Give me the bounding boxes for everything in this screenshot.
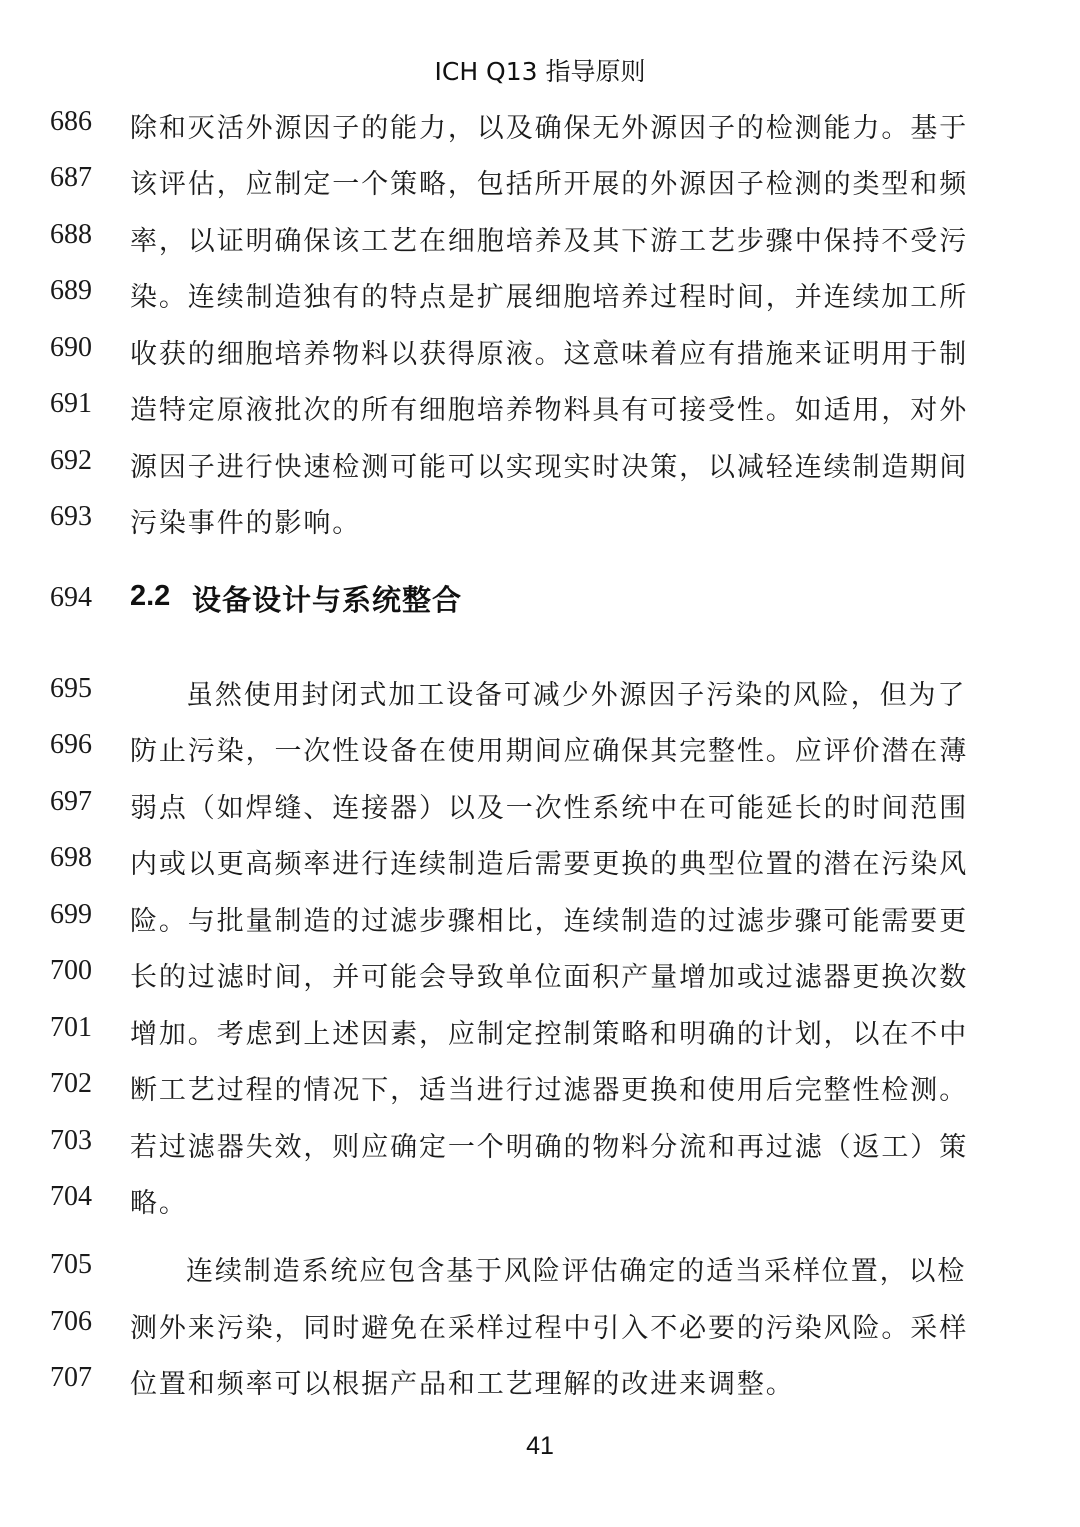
line-number: 697: [50, 786, 92, 817]
line-text: 连续制造系统应包含基于风险评估确定的适当采样位置，以检: [186, 1256, 967, 1287]
text-line: [0, 899, 1080, 939]
text-line: [0, 162, 1080, 202]
line-text: 若过滤器失效，则应确定一个明确的物料分流和再过滤（返工）策: [130, 1132, 969, 1163]
line-number: 695: [50, 673, 92, 704]
text-line: [0, 445, 1080, 485]
line-number: 704: [50, 1181, 92, 1212]
line-number: 703: [50, 1125, 92, 1156]
text-line: [0, 1306, 1080, 1346]
text-line: [0, 673, 1080, 713]
text-line: [0, 1068, 1080, 1108]
section-number: 2.2: [130, 580, 171, 612]
text-line: [0, 1012, 1080, 1052]
text-line: [0, 955, 1080, 995]
line-number: 694: [50, 582, 92, 613]
line-text: 测外来污染，同时避免在采样过程中引入不必要的污染风险。采样: [130, 1313, 969, 1344]
line-number: 706: [50, 1306, 92, 1337]
page-number: 41: [526, 1432, 554, 1460]
line-text: 内或以更高频率进行连续制造后需要更换的典型位置的潜在污染风: [130, 849, 969, 880]
line-number: 688: [50, 219, 92, 250]
line-text: 弱点（如焊缝、连接器）以及一次性系统中在可能延长的时间范围: [130, 793, 969, 824]
line-text: 险。与批量制造的过滤步骤相比，连续制造的过滤步骤可能需要更: [130, 906, 969, 937]
line-number: 699: [50, 899, 92, 930]
line-number: 705: [50, 1249, 92, 1280]
line-text: 源因子进行快速检测可能可以实现实时决策，以减轻连续制造期间: [130, 452, 969, 483]
line-text: 位置和频率可以根据产品和工艺理解的改进来调整。: [130, 1369, 795, 1400]
line-text: 长的过滤时间，并可能会导致单位面积产量增加或过滤器更换次数: [130, 962, 969, 993]
text-line: [0, 106, 1080, 146]
line-text: 防止污染，一次性设备在使用期间应确保其完整性。应评价潜在薄: [130, 736, 969, 767]
line-text: 略。: [130, 1188, 188, 1219]
line-number: 687: [50, 162, 92, 193]
text-line: [0, 388, 1080, 428]
line-number: 696: [50, 729, 92, 760]
line-text: 率，以证明确保该工艺在细胞培养及其下游工艺步骤中保持不受污: [130, 226, 969, 257]
line-text: 污染事件的影响。: [130, 508, 362, 539]
line-number: 701: [50, 1012, 92, 1043]
text-line: [0, 1181, 1080, 1221]
text-line: [0, 501, 1080, 541]
page-header-title: ICH Q13 指导原则: [434, 57, 646, 86]
line-text: 造特定原液批次的所有细胞培养物料具有可接受性。如适用，对外: [130, 395, 969, 426]
text-line: [0, 729, 1080, 769]
text-line: [0, 1125, 1080, 1165]
text-line: [0, 842, 1080, 882]
section-heading: [0, 582, 1080, 622]
line-number: 700: [50, 955, 92, 986]
line-number: 693: [50, 501, 92, 532]
text-line: [0, 219, 1080, 259]
line-number: 707: [50, 1362, 92, 1393]
line-number: 690: [50, 332, 92, 363]
line-text: 增加。考虑到上述因素，应制定控制策略和明确的计划，以在不中: [130, 1019, 969, 1050]
line-text: 染。连续制造独有的特点是扩展细胞培养过程时间，并连续加工所: [130, 282, 969, 313]
line-text: 虽然使用封闭式加工设备可减少外源因子污染的风险，但为了: [186, 680, 967, 711]
text-line: [0, 1362, 1080, 1402]
text-line: [0, 275, 1080, 315]
line-number: 702: [50, 1068, 92, 1099]
line-number: 689: [50, 275, 92, 306]
text-line: [0, 332, 1080, 372]
text-line: [0, 1249, 1080, 1289]
line-text: 断工艺过程的情况下，适当进行过滤器更换和使用后完整性检测。: [130, 1075, 969, 1106]
line-number: 692: [50, 445, 92, 476]
line-text: 除和灭活外源因子的能力，以及确保无外源因子的检测能力。基于: [130, 113, 969, 144]
text-line: [0, 786, 1080, 826]
line-text: 该评估，应制定一个策略，包括所开展的外源因子检测的类型和频: [130, 169, 969, 200]
section-title: 设备设计与系统整合: [192, 583, 463, 617]
line-number: 686: [50, 106, 92, 137]
line-number: 691: [50, 388, 92, 419]
line-number: 698: [50, 842, 92, 873]
line-text: 收获的细胞培养物料以获得原液。这意味着应有措施来证明用于制: [130, 339, 969, 370]
